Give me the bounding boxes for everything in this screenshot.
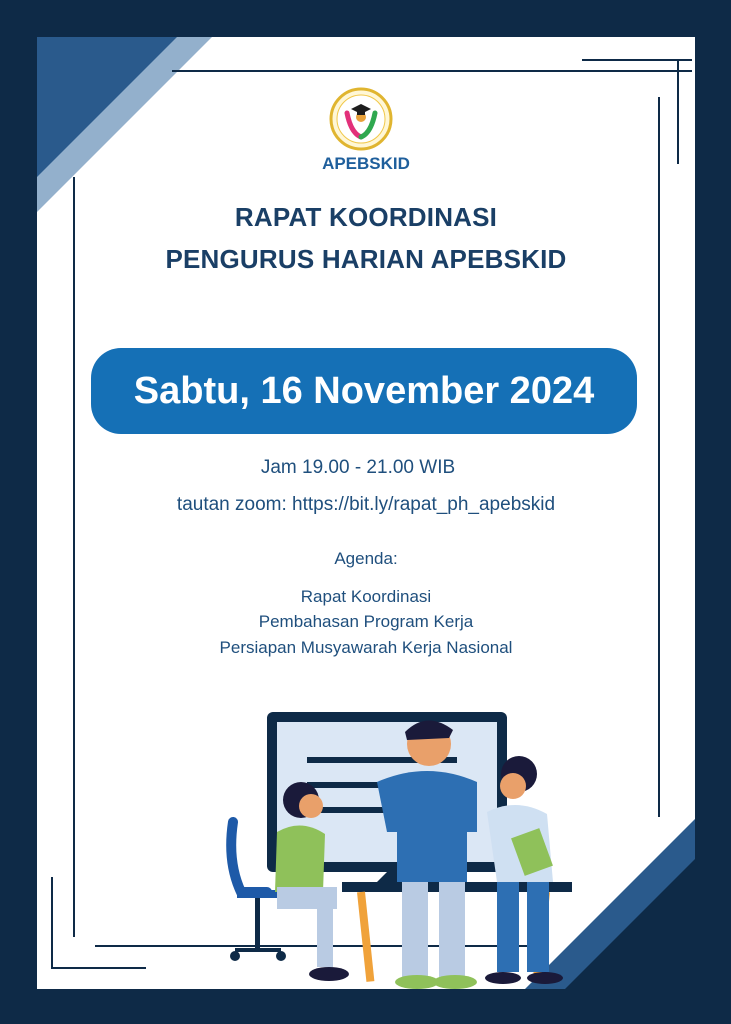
- brand-name: APEBSKID: [322, 154, 410, 173]
- frame-line-right-accent: [677, 59, 679, 164]
- frame-line-top: [172, 70, 692, 72]
- frame-line-bottom-accent: [51, 967, 146, 969]
- agenda-item-1: Rapat Koordinasi: [300, 587, 432, 606]
- event-time: Jam 19.00 - 21.00 WIB: [260, 457, 456, 478]
- frame-line-top-accent: [582, 59, 692, 61]
- frame-line-left-accent: [51, 877, 53, 969]
- agenda-item-3: Persiapan Musyawarah Kerja Nasional: [219, 638, 513, 657]
- apebskid-logo: [329, 87, 393, 151]
- zoom-link[interactable]: tautan zoom: https://bit.ly/rapat_ph_apebskid: [176, 494, 556, 515]
- agenda-item-2: Pembahasan Program Kerja: [258, 612, 474, 631]
- team-meeting-illustration: [197, 682, 577, 989]
- date-banner: [91, 348, 637, 434]
- event-date: Sabtu, 16 November 2024: [133, 369, 595, 412]
- corner-decoration-bottom-right-dark: [565, 859, 695, 989]
- poster-card: [37, 37, 695, 989]
- title-line-2: PENGURUS HARIAN APEBSKID: [165, 244, 567, 274]
- agenda-heading: Agenda:: [334, 549, 398, 568]
- title-line-1: RAPAT KOORDINASI: [234, 202, 498, 232]
